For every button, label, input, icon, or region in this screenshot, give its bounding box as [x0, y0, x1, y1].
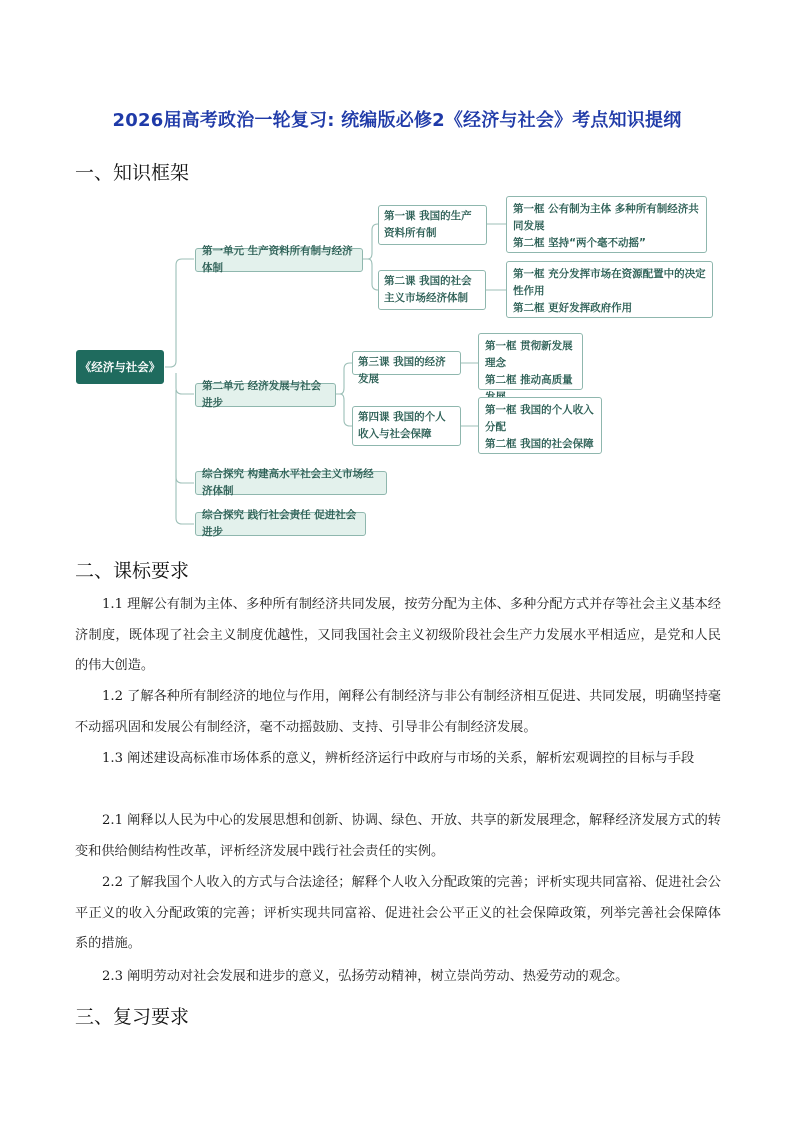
- explore1-node: 综合探究 构建高水平社会主义市场经济体制: [195, 471, 387, 495]
- requirement-paragraph: 2.2 了解我国个人收入的方式与合法途径；解释个人收入分配政策的完善；评析实现共同富裕、促进社会公平正义的收入分配政策的完善；评析实现共同富裕、促进社会公平正义的社会保障政策，列举完善社会保障体系的措施。: [75, 875, 721, 951]
- section-heading-review: 三、复习要求: [75, 1006, 190, 1028]
- requirement-paragraph: 1.2 了解各种所有制经济的地位与作用，阐释公有制经济与非公有制经济相互促进、共同发展，明确坚持毫不动摇巩固和发展公有制经济，毫不动摇鼓励、支持、引导非公有制经济发展。: [75, 689, 721, 735]
- connector-root-unit2: [176, 373, 194, 394]
- requirement-paragraph: 1.3 阐述建设高标准市场体系的意义，辨析经济运行中政府与市场的关系，解析宏观调控的目标与手段: [102, 751, 695, 766]
- lesson2-frames-box: [506, 261, 713, 318]
- frame-item: 第一框 充分发挥市场在资源配置中的决定性作用: [513, 268, 706, 297]
- requirement-paragraph: 2.1 阐释以人民为中心的发展思想和创新、协调、绿色、开放、共享的新发展理念，解释经济发展方式的转变和供给侧结构性改革，评析经济发展中践行社会责任的实例。: [75, 813, 721, 859]
- knowledge-mindmap: [0, 190, 794, 540]
- connector-root-branches: [165, 259, 194, 367]
- mindmap-root: 《经济与社会》: [76, 350, 164, 384]
- section-heading-standards: 二、课标要求: [75, 560, 190, 582]
- requirement-paragraph: 2.3 阐明劳动对社会发展和进步的意义，弘扬劳动精神，树立崇尚劳动、热爱劳动的观念。: [102, 969, 629, 984]
- lesson1-node: 第一课 我国的生产资料所有制: [378, 205, 487, 245]
- document-title: 2026届高考政治一轮复习: 统编版必修2《经济与社会》考点知识提纲: [112, 110, 682, 131]
- unit1-node: 第一单元 生产资料所有制与经济体制: [195, 248, 363, 272]
- section-heading-framework: 一、知识框架: [75, 162, 190, 184]
- frame-item: 第二框 更好发挥政府作用: [513, 302, 633, 314]
- connector-unit1-lesson2: [368, 259, 378, 290]
- explore2-node: 综合探究 践行社会责任 促进社会进步: [195, 512, 366, 536]
- connector-unit2-lessons: [336, 363, 352, 394]
- connector-unit1-lessons: [363, 224, 378, 259]
- lesson2-node: 第二课 我国的社会主义市场经济体制: [378, 270, 486, 310]
- frame-item: 第一框 公有制为主体 多种所有制经济共同发展: [513, 203, 699, 232]
- lesson4-node: 第四课 我国的个人收入与社会保障: [352, 406, 461, 446]
- frame-item: 第二框 我国的社会保障: [485, 438, 594, 450]
- lesson3-frames-box: [478, 333, 583, 390]
- connector-root-explore2: [176, 470, 194, 524]
- connector-unit2-lesson4: [340, 394, 352, 426]
- frame-item: 第一框 贯彻新发展理念: [485, 340, 573, 369]
- requirement-paragraph: 1.1 理解公有制为主体、多种所有制经济共同发展，按劳分配为主体、多种分配方式并存等社会主义基本经济制度，既体现了社会主义制度优越性，又同我国社会主义初级阶段社会生产力发展水平相适应，是党和人民的伟大创造。: [75, 597, 721, 673]
- frame-item: 第二框 坚持“两个毫不动摇”: [513, 237, 646, 249]
- lesson3-node: 第三课 我国的经济发展: [352, 351, 461, 375]
- lesson4-frames-box: [478, 397, 602, 454]
- lesson1-frames-box: [506, 196, 707, 253]
- connector-root-explore1: [176, 390, 194, 483]
- unit2-node: 第二单元 经济发展与社会进步: [195, 383, 336, 407]
- frame-item: 第一框 我国的个人收入分配: [485, 404, 594, 433]
- frame-item: 第二框 推动高质量: [485, 374, 573, 386]
